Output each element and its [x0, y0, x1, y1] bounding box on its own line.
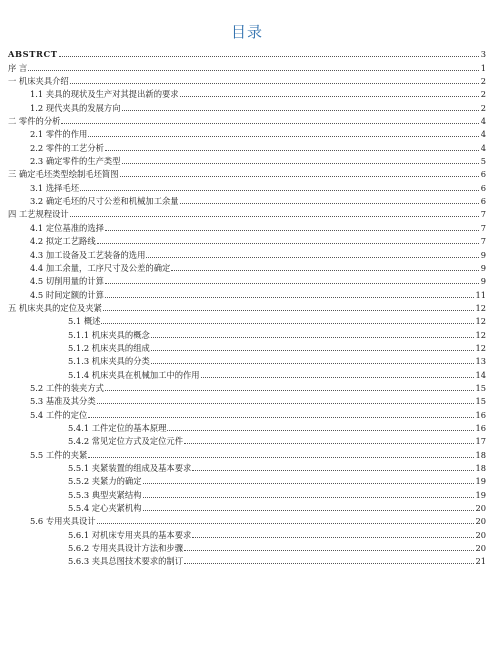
toc-entry[interactable] — [8, 433, 486, 446]
toc-entry-page-number: 9 — [480, 262, 486, 273]
dot-leader — [180, 203, 479, 204]
toc-entry-title: 5.5.2 夹紧力的确定 — [68, 476, 142, 487]
toc-entry[interactable] — [8, 193, 486, 206]
dot-leader — [151, 350, 475, 351]
toc-entry[interactable] — [8, 273, 486, 286]
toc-entry-page-number: 1 — [480, 62, 486, 73]
toc-entry-title: 5.1.1 机床夹具的概念 — [68, 329, 150, 340]
toc-entry[interactable] — [8, 86, 486, 99]
dot-leader — [88, 136, 479, 137]
toc-entry-page-number: 18 — [475, 449, 486, 460]
toc-entry-page-number: 6 — [480, 196, 486, 207]
toc-entry-title: 3.1 选择毛坯 — [30, 182, 80, 193]
toc-entry-page-number: 12 — [475, 302, 486, 313]
toc-entry[interactable] — [8, 260, 486, 273]
dot-leader — [88, 417, 474, 418]
toc-entry-title: 四 工艺规程设计 — [8, 209, 69, 220]
toc-entry[interactable] — [8, 179, 486, 192]
toc-entry-title: 5.5 工件的夹紧 — [30, 449, 88, 460]
toc-entry[interactable] — [8, 513, 486, 526]
toc-entry[interactable] — [8, 366, 486, 379]
toc-entry-title: 5.1.3 机床夹具的分类 — [68, 356, 150, 367]
toc-entry-title: 4.2 拟定工艺路线 — [30, 236, 96, 247]
toc-entry-title: 5.5.3 典型夹紧结构 — [68, 489, 142, 500]
toc-entry[interactable] — [8, 473, 486, 486]
toc-entry-page-number: 9 — [480, 276, 486, 287]
toc-entry[interactable] — [8, 126, 486, 139]
toc-entry-page-number: 21 — [475, 556, 486, 567]
toc-entry-page-number: 17 — [475, 436, 486, 447]
dot-leader — [201, 377, 475, 378]
toc-entry[interactable] — [8, 113, 486, 126]
toc-entry-title: ABSTRCT — [8, 49, 58, 60]
toc-entry[interactable] — [8, 166, 486, 179]
toc-entry-page-number: 20 — [475, 503, 486, 514]
toc-entry[interactable] — [8, 99, 486, 112]
dot-leader — [70, 216, 479, 217]
dot-leader — [59, 56, 480, 57]
toc-entry[interactable] — [8, 139, 486, 152]
toc-entry[interactable] — [8, 59, 486, 72]
toc-entry-title: 5.5.1 夹紧装置的组成及基本要求 — [68, 463, 192, 473]
toc-entry-page-number: 12 — [475, 329, 486, 340]
toc-entry-title: 2.3 确定零件的生产类型 — [30, 156, 121, 167]
toc-entry-page-number: 13 — [475, 356, 486, 367]
toc-entry-title: 1.2 现代夹具的发展方向 — [30, 102, 121, 113]
toc-entry[interactable] — [8, 406, 486, 419]
toc-entry[interactable] — [8, 73, 486, 86]
toc-entry-page-number: 20 — [475, 516, 486, 527]
toc-entry-title: 5.1 概述 — [68, 316, 101, 327]
dot-leader — [122, 110, 479, 111]
dot-leader — [103, 310, 475, 311]
toc-entry-title: 5.3 基准及其分类 — [30, 396, 96, 407]
toc-entry-title: 4.4 加工余量，工序尺寸及公差的确定 — [30, 262, 171, 273]
dot-leader — [97, 243, 479, 244]
toc-entry-title: 一 机床夹具介绍 — [8, 76, 69, 87]
dot-leader — [120, 176, 480, 177]
toc-entry-page-number: 18 — [475, 463, 486, 473]
toc-entry-title: 三 确定毛坯类型绘制毛坯简图 — [8, 169, 119, 180]
toc-entry-title: 5.4.2 常见定位方式及定位元件 — [68, 436, 184, 447]
toc-entry-title: 5.6.2 专用夹具设计方法和步骤 — [68, 543, 184, 554]
toc-entry-title: 五 机床夹具的定位及夹紧 — [8, 302, 102, 313]
toc-entry[interactable] — [8, 393, 486, 406]
toc-entry-page-number: 6 — [480, 169, 486, 180]
toc-entry-title: 5.6.3 夹具总图技术要求的制订 — [68, 556, 184, 567]
toc-entry-page-number: 14 — [475, 369, 486, 380]
toc-entry[interactable] — [8, 46, 486, 59]
toc-entry[interactable] — [8, 540, 486, 553]
toc-entry-title: 5.4 工件的定位 — [30, 409, 88, 420]
toc-entry[interactable] — [8, 153, 486, 166]
toc-entry-title: 5.4.1 工件定位的基本原理 — [68, 422, 167, 433]
dot-leader — [167, 430, 474, 431]
toc-entry[interactable] — [8, 500, 486, 513]
dot-leader — [143, 510, 475, 511]
toc-entry-title: 2.2 零件的工艺分析 — [30, 142, 104, 153]
toc-entry[interactable] — [8, 313, 486, 326]
toc-entry[interactable] — [8, 420, 486, 433]
dot-leader — [184, 563, 474, 564]
dot-leader — [184, 443, 474, 444]
toc-entry[interactable] — [8, 326, 486, 339]
toc-entry-page-number: 6 — [480, 182, 486, 193]
dot-leader — [101, 323, 474, 324]
toc-entry-title: 5.6 专用夹具设计 — [30, 516, 96, 527]
toc-entry-page-number: 7 — [480, 222, 486, 233]
toc-entry-page-number: 15 — [475, 382, 486, 393]
toc-entry-page-number: 16 — [475, 409, 486, 420]
toc-entry-page-number: 12 — [475, 316, 486, 327]
toc-entry-title: 二 零件的分析 — [8, 116, 61, 127]
toc-entry-title: 5.2 工件的装夹方式 — [30, 382, 104, 393]
toc-entry-page-number: 2 — [480, 89, 486, 100]
dot-leader — [105, 230, 479, 231]
dot-leader — [143, 497, 475, 498]
toc-entry-page-number: 7 — [480, 236, 486, 247]
toc-entry[interactable] — [8, 380, 486, 393]
toc-entry-title: 2.1 零件的作用 — [30, 129, 88, 140]
toc-entry-page-number: 20 — [475, 529, 486, 540]
dot-leader — [151, 363, 475, 364]
toc-entry[interactable] — [8, 246, 486, 259]
toc-entry-title: 5.1.4 机床夹具在机械加工中的作用 — [68, 369, 200, 380]
toc-entry-title: 序 言 — [8, 62, 28, 73]
toc-entry-page-number: 15 — [475, 396, 486, 407]
dot-leader — [105, 283, 479, 284]
toc-entry-page-number: 5 — [480, 156, 486, 167]
toc-entry-page-number: 12 — [475, 342, 486, 353]
dot-leader — [171, 270, 479, 271]
toc-entry[interactable] — [8, 460, 486, 473]
toc-entry-page-number: 20 — [475, 543, 486, 554]
toc-entry[interactable] — [8, 553, 486, 566]
toc-entry-page-number: 16 — [475, 422, 486, 433]
toc-entry-page-number: 2 — [480, 76, 486, 87]
toc-entry-page-number: 4 — [480, 129, 486, 140]
toc-entry-page-number: 19 — [475, 489, 486, 500]
dot-leader — [192, 537, 474, 538]
toc-entry-title: 4.5 切削用量的计算 — [30, 276, 104, 287]
dot-leader — [80, 190, 479, 191]
dot-leader — [105, 150, 479, 151]
toc-entry[interactable] — [8, 486, 486, 499]
dot-leader — [88, 457, 474, 458]
toc-entry-page-number: 9 — [480, 249, 486, 260]
dot-leader — [151, 337, 475, 338]
toc-entry-title: 1.1 夹具的现状及生产对其提出新的要求 — [30, 89, 179, 100]
dot-leader — [105, 297, 475, 298]
dot-leader — [105, 390, 475, 391]
toc-entry[interactable] — [8, 206, 486, 219]
toc-entry-page-number: 2 — [480, 102, 486, 113]
toc-entry-title: 4.1 定位基准的选择 — [30, 222, 104, 233]
toc-entry[interactable] — [8, 340, 486, 353]
toc-entry-title: 5.1.2 机床夹具的组成 — [68, 342, 150, 353]
toc-entry[interactable] — [8, 353, 486, 366]
dot-leader — [61, 123, 479, 124]
toc-entry[interactable] — [8, 446, 486, 459]
page-title: 目录 — [230, 23, 263, 41]
table-of-contents — [8, 46, 486, 566]
toc-entry-page-number: 3 — [480, 49, 486, 60]
toc-entry-page-number: 19 — [475, 476, 486, 487]
toc-entry[interactable] — [8, 233, 486, 246]
dot-leader — [146, 257, 479, 258]
toc-entry[interactable] — [8, 300, 486, 313]
toc-entry-title: 3.2 确定毛坯的尺寸公差和机械加工余量 — [30, 196, 179, 207]
dot-leader — [97, 403, 475, 404]
dot-leader — [143, 483, 475, 484]
toc-entry-page-number: 4 — [480, 142, 486, 153]
dot-leader — [70, 83, 479, 84]
toc-entry[interactable] — [8, 219, 486, 232]
toc-entry-title: 5.6.1 对机床专用夹具的基本要求 — [68, 529, 192, 540]
toc-entry-page-number: 4 — [480, 116, 486, 127]
toc-entry-title: 4.3 加工设备及工艺装备的选用 — [30, 249, 146, 260]
dot-leader — [122, 163, 479, 164]
toc-entry-page-number: 11 — [475, 289, 486, 300]
dot-leader — [184, 550, 474, 551]
toc-entry-page-number: 7 — [480, 209, 486, 220]
toc-entry[interactable] — [8, 526, 486, 539]
toc-entry-title: 4.5 时间定额的计算 — [30, 289, 104, 300]
dot-leader — [192, 470, 474, 471]
dot-leader — [180, 96, 479, 97]
dot-leader — [97, 523, 475, 524]
dot-leader — [28, 70, 479, 71]
toc-entry-title: 5.5.4 定心夹紧机构 — [68, 503, 142, 514]
toc-entry[interactable] — [8, 286, 486, 299]
